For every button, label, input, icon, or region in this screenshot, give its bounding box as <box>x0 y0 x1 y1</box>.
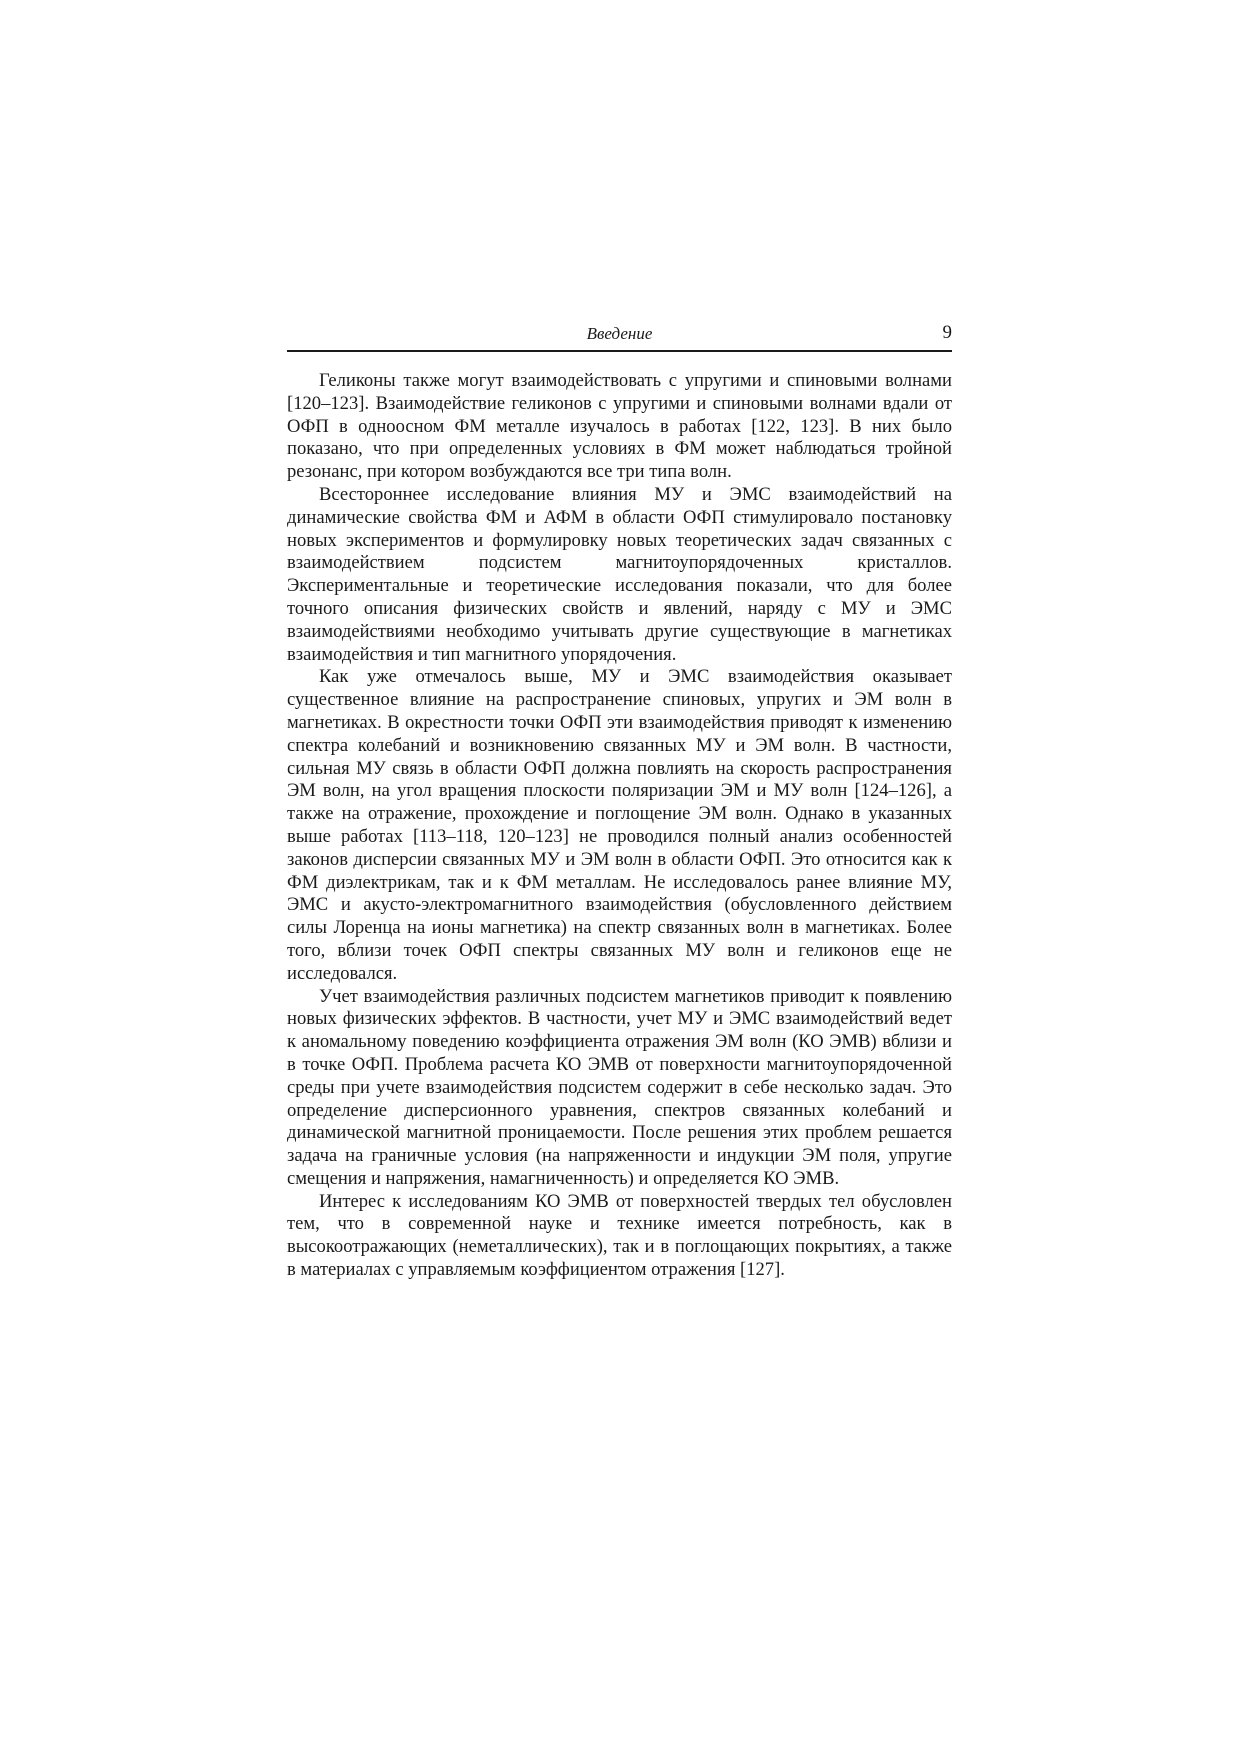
page-header <box>287 322 952 352</box>
paragraph-5: Интерес к исследованиям КО ЭМВ от поверхностей твердых тел обусловлен тем, что в современной науке и технике имеется потребность, как в высокоотражающих (неметаллических), так и в поглощающих покрытиях, а также в материалах с управляемым коэффициентом отражения [127]. <box>287 1190 952 1281</box>
running-title: Введение <box>586 324 653 343</box>
body-text <box>287 370 952 1282</box>
paragraph-4: Учет взаимодействия различных подсистем магнетиков приводит к появлению новых физических эффектов. В частности, учет МУ и ЭМС взаимодействий ведет к аномальному поведению коэффициента отражения ЭМ волн (КО ЭМВ) вблизи и в точке ОФП. Проблема расчета КО ЭМВ от поверхности магнитоупорядоченной среды при учете взаимодействия подсистем содержит в себе несколько задач. Это определение дисперсионного уравнения, спектров связанных колебаний и динамической магнитной проницаемости. После решения этих проблем решается задача на граничные условия (на напряженности и индукции ЭМ поля, упругие смещения и напряжения, намагниченность) и определяется КО ЭМВ. <box>287 985 952 1189</box>
page-number: 9 <box>942 322 952 343</box>
paragraph-2: Всестороннее исследование влияния МУ и ЭМС взаимодействий на динамические свойства ФМ и АФМ в области ОФП стимулировало постановку новых экспериментов и формулировку новых теоретических задач связанных с взаимодействием подсистем магнитоупорядоченных кристаллов. Экспериментальные и теоретические исследования показали, что для более точного описания физических свойств и явлений, наряду с МУ и ЭМС взаимодействиями необходимо учитывать другие существующие в магнетиках взаимодействия и тип магнитного упорядочения. <box>287 483 952 665</box>
paragraph-1: Геликоны также могут взаимодействовать с упругими и спиновыми волнами [120–123]. Взаимодействие геликонов с упругими и спиновыми волнами вдали от ОФП в одноосном ФМ металле изучалось в работах [122, 123]. В них было показано, что при определенных условиях в ФМ может наблюдаться тройной резонанс, при котором возбуждаются все три типа волн. <box>287 370 952 483</box>
paragraph-3: Как уже отмечалось выше, МУ и ЭМС взаимодействия оказывает существенное влияние на распространение спиновых, упругих и ЭМ волн в магнетиках. В окрестности точки ОФП эти взаимодействия приводят к изменению спектра колебаний и возникновению связанных МУ и ЭМ волн. В частности, сильная МУ связь в области ОФП должна повлиять на скорость распространения ЭМ волн, на угол вращения плоскости поляризации ЭМ и МУ волн [124–126], а также на отражение, прохождение и поглощение ЭМ волн. Однако в указанных выше работах [113–118, 120–123] не проводился полный анализ особенностей законов дисперсии связанных МУ и ЭМ волн в области ОФП. Это относится как к ФМ диэлектрикам, так и к ФМ металлам. Не исследовалось ранее влияние МУ, ЭМС и акусто-электромагнитного взаимодействия (обусловленного действием силы Лоренца на ионы магнетика) на спектр связанных волн в магнетиках. Более того, вблизи точек ОФП спектры связанных МУ волн и геликонов еще не исследовался. <box>287 666 952 984</box>
